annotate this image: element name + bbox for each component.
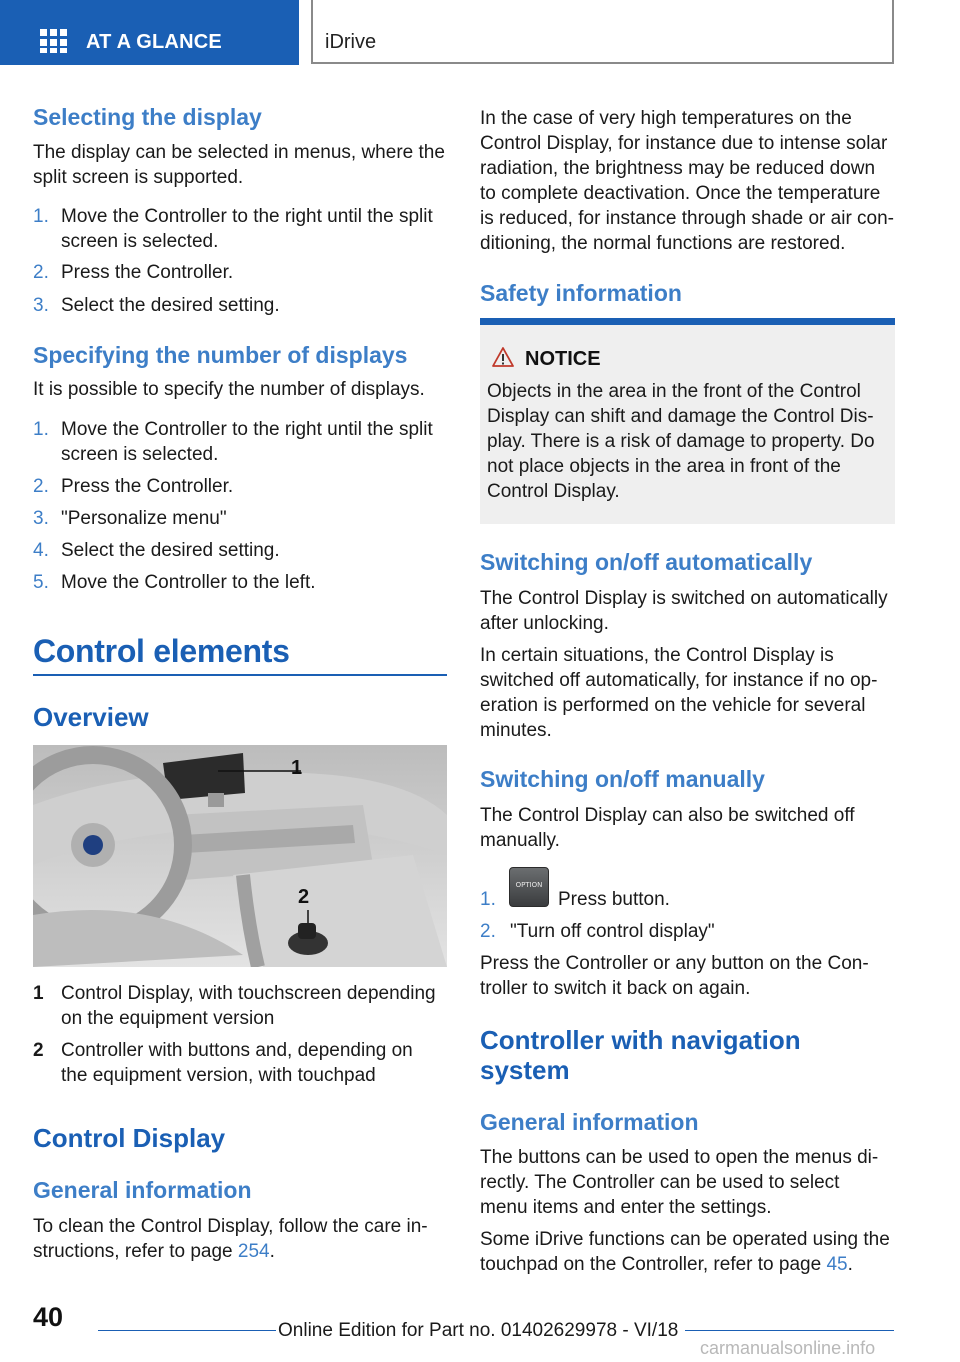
- legend-number: 1: [33, 983, 44, 1004]
- watermark: carmanualsonline.info: [700, 1338, 876, 1358]
- step-number: 3.: [33, 295, 49, 316]
- step-number: 5.: [33, 572, 49, 593]
- step-text: "Personalize menu": [61, 508, 227, 529]
- step-text: Move the Controller to the right until the split: [61, 206, 433, 227]
- footer-rule: [98, 1330, 276, 1331]
- step-number: 4.: [33, 540, 49, 561]
- heading-controller-navigation: Controller with navigation: [480, 1025, 801, 1055]
- legend-number: 2: [33, 1040, 44, 1061]
- step-text: screen is selected.: [61, 444, 219, 465]
- heading-number-of-displays: Specifying the number of displays: [33, 342, 408, 368]
- paragraph: In certain situations, the Control Display is: [480, 645, 834, 666]
- step-text: "Turn off control display": [510, 921, 715, 942]
- paragraph: Control Display, for instance due to intense solar: [480, 133, 888, 154]
- notice-bar: [480, 318, 895, 325]
- paragraph: rectly. The Controller can be used to select: [480, 1172, 840, 1193]
- legend-text: Controller with buttons and, depending on: [61, 1040, 413, 1061]
- paragraph: The Control Display is switched on automatically: [480, 588, 888, 609]
- paragraph: radiation, the brightness may be reduced down: [480, 158, 876, 179]
- footer-rule: [685, 1330, 894, 1331]
- paragraph: In the case of very high temperatures on the: [480, 108, 852, 129]
- heading-safety-information: Safety information: [480, 280, 682, 306]
- step-text: Move the Controller to the right until the split: [61, 419, 433, 440]
- paragraph: It is possible to specify the number of displays.: [33, 379, 425, 400]
- heading-general-information: General information: [480, 1109, 699, 1135]
- heading-underline: [33, 674, 447, 676]
- step-number: 1.: [33, 419, 49, 440]
- section-title[interactable]: AT A GLANCE: [86, 31, 222, 53]
- dashboard-illustration: [33, 745, 447, 967]
- step-number: 1.: [33, 206, 49, 227]
- legend-text: the equipment version, with touchpad: [61, 1065, 376, 1086]
- notice-text: not place objects in the area in front of the: [487, 456, 841, 477]
- paragraph: manually.: [480, 830, 560, 851]
- paragraph: switched off automatically, for instance if no op-: [480, 670, 878, 691]
- heading-control-elements: Control elements: [33, 633, 290, 669]
- paragraph: structions, refer to page 254.: [33, 1241, 275, 1262]
- paragraph: after unlocking.: [480, 613, 609, 634]
- step-number: 1.: [480, 889, 496, 910]
- heading-switching-manually: Switching on/off manually: [480, 766, 765, 792]
- chapter-title: iDrive: [325, 31, 377, 53]
- heading-general-information: General information: [33, 1177, 252, 1203]
- figure-label: 2: [298, 886, 310, 908]
- page-link[interactable]: 45: [826, 1254, 848, 1275]
- heading-selecting-display: Selecting the display: [33, 104, 262, 130]
- step-number: 2.: [33, 262, 49, 283]
- paragraph: The Control Display can also be switched off: [480, 805, 855, 826]
- paragraph: ditioning, the normal functions are restored.: [480, 233, 846, 254]
- step-text: Select the desired setting.: [61, 540, 280, 561]
- chapter-tab: [311, 0, 894, 64]
- notice-text: Display can shift and damage the Control Dis-: [487, 406, 874, 427]
- paragraph: minutes.: [480, 720, 552, 741]
- paragraph: The buttons can be used to open the menus di-: [480, 1147, 879, 1168]
- edition-note: Online Edition for Part no. 01402629978 - VI/18: [278, 1320, 679, 1341]
- grid-menu-icon[interactable]: [40, 29, 68, 53]
- step-number: 2.: [33, 476, 49, 497]
- paragraph: eration is performed on the vehicle for several: [480, 695, 866, 716]
- paragraph: to complete deactivation. Once the temperature: [480, 183, 881, 204]
- figure-label: 1: [291, 757, 303, 779]
- notice-box: [480, 318, 895, 524]
- legend-text: on the equipment version: [61, 1008, 275, 1029]
- heading-controller-navigation: system: [480, 1055, 570, 1085]
- option-button-icon: OPTION: [509, 867, 549, 907]
- page-number: 40: [33, 1302, 64, 1332]
- heading-overview: Overview: [33, 702, 149, 732]
- step-text: Move the Controller to the left.: [61, 572, 316, 593]
- paragraph: split screen is supported.: [33, 167, 244, 188]
- paragraph: is reduced, for instance through shade or air con-: [480, 208, 895, 229]
- notice-title: NOTICE: [525, 348, 601, 370]
- notice-text: play. There is a risk of damage to property. Do: [487, 431, 875, 452]
- warning-icon: [491, 346, 515, 368]
- paragraph: To clean the Control Display, follow the care in-: [33, 1216, 428, 1237]
- paragraph: menu items and enter the settings.: [480, 1197, 772, 1218]
- paragraph: Some iDrive functions can be operated using the: [480, 1229, 890, 1250]
- step-number: 3.: [33, 508, 49, 529]
- step-number: 2.: [480, 921, 496, 942]
- paragraph: The display can be selected in menus, where the: [33, 142, 445, 163]
- step-text: screen is selected.: [61, 231, 219, 252]
- paragraph: Press the Controller or any button on the Con-: [480, 953, 869, 974]
- notice-text: Objects in the area in the front of the Control: [487, 381, 861, 402]
- page-link[interactable]: 254: [237, 1241, 270, 1262]
- step-text: Press the Controller.: [61, 262, 234, 283]
- legend-text: Control Display, with touchscreen depending: [61, 983, 436, 1004]
- step-text: Select the desired setting.: [61, 295, 280, 316]
- paragraph: troller to switch it back on again.: [480, 978, 751, 999]
- paragraph: touchpad on the Controller, refer to page 45.: [480, 1254, 853, 1275]
- step-text: Press the Controller.: [61, 476, 234, 497]
- heading-control-display: Control Display: [33, 1123, 226, 1153]
- heading-switching-automatically: Switching on/off automatically: [480, 549, 813, 575]
- notice-text: Control Display.: [487, 481, 620, 502]
- step-text: Press button.: [558, 889, 670, 910]
